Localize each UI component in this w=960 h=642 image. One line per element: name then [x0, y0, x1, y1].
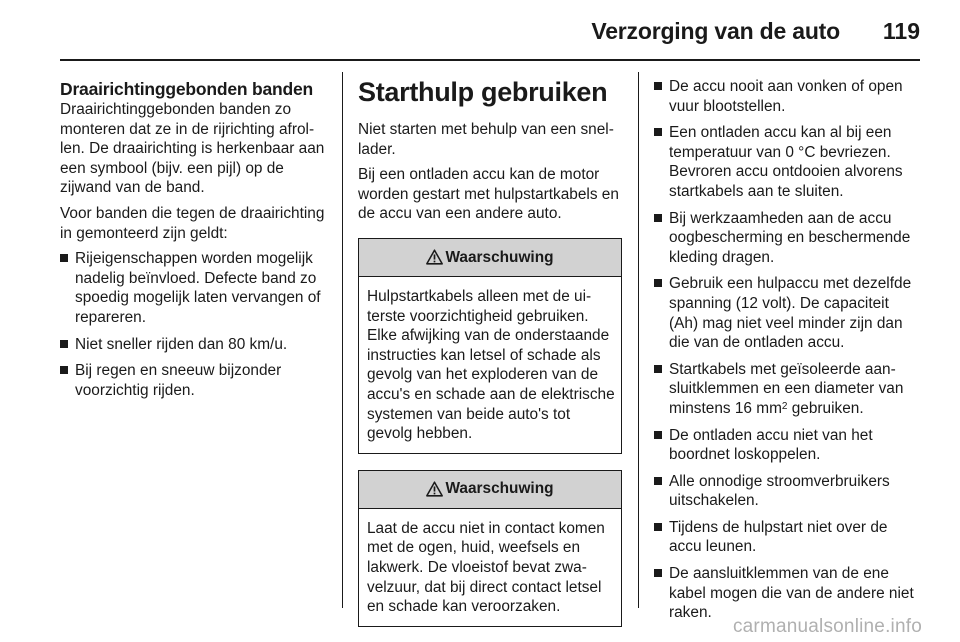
bullet-square-icon	[60, 366, 68, 374]
bullet-square-icon	[654, 431, 662, 439]
column-right	[654, 77, 922, 630]
warning-triangle-icon	[426, 481, 443, 497]
list-item-text: De aansluitklemmen van de ene kabel mogen die van de andere niet raken.	[669, 565, 914, 622]
section-heading-jumpstart: Starthulp gebruiken	[358, 77, 608, 107]
list-item	[654, 518, 922, 557]
paragraph: Bij een ontladen accu kan de motor worden gestart met hulpstartkabels en de accu van een andere auto.	[358, 166, 619, 223]
superscript: 2	[781, 400, 788, 412]
list-item-text: De accu nooit aan vonken of open vuur blootstellen.	[669, 78, 903, 115]
paragraph: Draairichtinggebonden banden zo monteren dat ze in de rijrichting afrollen. De draairichting is herkenbaar aan een symbool (bijv. een pijl) op de zijwand van de band.	[60, 101, 325, 197]
bullet-square-icon	[654, 279, 662, 287]
bullet-square-icon	[654, 365, 662, 373]
header-rule	[60, 59, 920, 61]
list-item-text: gebruiken.	[787, 399, 864, 417]
list-item-text: Bij werkzaamheden aan de accu oogbescherming en beschermende kleding dragen.	[669, 209, 911, 266]
section-heading-tires: Draairichtinggebonden banden	[60, 79, 314, 99]
list-item	[654, 472, 922, 511]
warning-text: Hulpstartkabels alleen met de uiterste voorzichtigheid gebruiken. Elke afwijking van de onderstaande instructies kan letsel of schade als gevolg van het exploderen van de accu's en schade aan de elektrische systemen van beide auto's tot gevolg hebben.	[367, 287, 615, 443]
column-divider-right	[638, 72, 639, 608]
list-item-text: De ontladen accu niet van het boordnet loskoppelen.	[669, 426, 873, 464]
warning-box	[358, 470, 622, 627]
list-item-text: Startkabels met geïsoleerde aansluitklemmen en een diameter van minstens 16 mm	[669, 360, 904, 417]
bullet-square-icon	[60, 340, 68, 348]
page-number: 119	[882, 18, 920, 44]
bullet-square-icon	[654, 128, 662, 136]
bullet-list	[60, 249, 330, 400]
list-item-text: Gebruik een hulpaccu met dezelfde spanning (12 volt). De capaciteit (Ah) mag niet veel minder zijn dan die van de ontladen accu.	[669, 275, 912, 352]
list-item	[654, 564, 922, 623]
list-item	[654, 360, 922, 419]
paragraph: Voor banden die tegen de draairichting in gemonteerd zijn geldt:	[60, 204, 325, 242]
warning-header	[359, 239, 621, 277]
bullet-square-icon	[654, 477, 662, 485]
bullet-list	[654, 77, 922, 623]
list-item	[654, 426, 922, 465]
list-item	[654, 209, 922, 268]
list-item	[654, 77, 922, 116]
warning-title: Waarschuwing	[445, 480, 554, 498]
column-left	[60, 78, 330, 407]
bullet-square-icon	[654, 569, 662, 577]
list-item-text: Bij regen en sneeuw bijzonder voorzichtig rijden.	[75, 362, 282, 399]
list-item-text: Een ontladen accu kan al bij een temperatuur van 0 °C bevriezen. Bevroren accu ontdooien alvorens startkabels aan te sluiten.	[669, 124, 903, 200]
bullet-square-icon	[654, 523, 662, 531]
list-item-text: Alle onnodige stroomverbruikers uitschakelen.	[669, 472, 890, 510]
list-item	[654, 274, 922, 352]
warning-title: Waarschuwing	[445, 248, 554, 266]
column-divider-left	[342, 72, 343, 608]
bullet-square-icon	[654, 214, 662, 222]
list-item-text: Tijdens de hulpstart niet over de accu leunen.	[669, 518, 888, 556]
bullet-square-icon	[60, 254, 68, 262]
list-item	[60, 335, 330, 355]
watermark: carmanualsonline.info	[732, 616, 922, 637]
warning-header	[359, 471, 621, 509]
list-item-text: Niet sneller rijden dan 80 km/u.	[75, 335, 288, 353]
list-item-text: Rijeigenschappen worden mogelijk nadelig beïnvloed. Defecte band zo spoedig mogelijk laten vervangen of repareren.	[75, 250, 321, 326]
column-middle	[358, 76, 624, 627]
bullet-square-icon	[654, 82, 662, 90]
warning-box	[358, 238, 622, 454]
page-header	[60, 14, 920, 50]
list-item	[654, 123, 922, 201]
warning-text: Laat de accu niet in contact komen met de ogen, huid, weefsels en lakwerk. De vloeistof bevat zwavelzuur, dat bij direct contact letsel en schade kan veroorzaken.	[367, 519, 605, 616]
paragraph: Niet starten met behulp van een snellader.	[358, 121, 614, 158]
list-item	[60, 361, 330, 400]
list-item	[60, 249, 330, 327]
page-title: Verzorging van de auto	[591, 18, 840, 44]
warning-triangle-icon	[426, 249, 443, 265]
